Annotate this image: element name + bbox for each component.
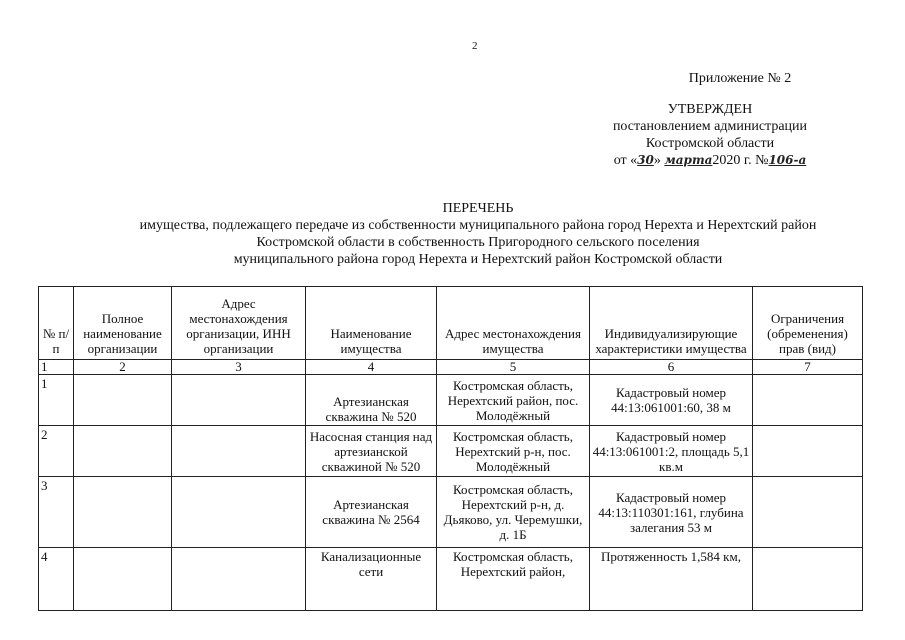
org-cell	[74, 375, 172, 426]
property-name-cell: Артезианская скважина № 520	[306, 375, 437, 426]
document-title: ПЕРЕЧЕНЬ	[442, 201, 514, 216]
document-heading	[60, 200, 896, 268]
property-name-cell: Насосная станция над артезианской скважиной № 520	[306, 426, 437, 477]
approved-label: УТВЕРЖДЕН	[667, 102, 753, 117]
header-cell: Адрес местонахождения имущества	[437, 287, 590, 360]
org-address-cell	[172, 426, 306, 477]
handwritten-day: 30	[637, 153, 654, 167]
column-number: 5	[437, 360, 590, 375]
column-number: 1	[39, 360, 74, 375]
property-address-cell: Костромская область, Нерехтский р-н, д. Дьяково, ул. Черемушки, д. 1Б	[437, 477, 590, 548]
org-cell	[74, 548, 172, 611]
column-number: 3	[172, 360, 306, 375]
org-address-cell	[172, 548, 306, 611]
column-number: 2	[74, 360, 172, 375]
header-cell: Индивидуализирующие характеристики имущества	[590, 287, 753, 360]
row-number: 4	[39, 548, 74, 611]
column-number-row	[39, 360, 863, 375]
property-address-cell: Костромская область, Нерехтский район, пос. Молодёжный	[437, 375, 590, 426]
restrictions-cell	[753, 477, 863, 548]
column-number: 7	[753, 360, 863, 375]
characteristics-cell: Кадастровый номер 44:13:110301:161, глубина залегания 53 м	[590, 477, 753, 548]
table-row	[39, 375, 863, 426]
approval-date-line	[560, 152, 860, 169]
handwritten-month: марта	[664, 153, 713, 167]
property-address-cell: Костромская область, Нерехтский район,	[437, 548, 590, 611]
page-number: 2	[472, 40, 478, 52]
handwritten-number: 106-а	[768, 153, 807, 167]
approval-block	[560, 70, 860, 169]
row-number: 3	[39, 477, 74, 548]
property-name-cell: Артезианская скважина № 2564	[306, 477, 437, 548]
header-cell: Адрес местонахождения организации, ИНН организации	[172, 287, 306, 360]
column-number: 6	[590, 360, 753, 375]
org-address-cell	[172, 375, 306, 426]
table-row	[39, 477, 863, 548]
table-header-row	[39, 287, 863, 360]
approved-region: Костромской области	[645, 136, 775, 151]
heading-line-2: Костромской области в собственность Пригородного сельского поселения	[256, 235, 700, 250]
table-row	[39, 426, 863, 477]
property-table	[38, 286, 863, 611]
header-cell: № п/п	[39, 287, 74, 360]
header-cell: Полное наименование организации	[74, 287, 172, 360]
column-number: 4	[306, 360, 437, 375]
date-year: 2020 г. №	[712, 153, 769, 168]
property-address-cell: Костромская область, Нерехтский р-н, пос. Молодёжный	[437, 426, 590, 477]
row-number: 2	[39, 426, 74, 477]
characteristics-cell: Кадастровый номер 44:13:061001:60, 38 м	[590, 375, 753, 426]
org-address-cell	[172, 477, 306, 548]
approved-by-line: постановлением администрации	[612, 119, 808, 134]
date-prefix: от «	[613, 153, 638, 168]
characteristics-cell: Кадастровый номер 44:13:061001:2, площадь 5,1 кв.м	[590, 426, 753, 477]
table-row	[39, 548, 863, 611]
row-number: 1	[39, 375, 74, 426]
heading-line-1: имущества, подлежащего передаче из собственности муниципального района город Нерехта и Нерехтский район	[139, 218, 817, 233]
restrictions-cell	[753, 548, 863, 611]
date-mid: »	[653, 153, 661, 168]
annex-label: Приложение № 2	[688, 71, 792, 86]
header-cell: Ограничения (обременения) прав (вид)	[753, 287, 863, 360]
heading-line-3: муниципального района город Нерехта и Нерехтский район Костромской области	[233, 252, 723, 267]
restrictions-cell	[753, 426, 863, 477]
property-name-cell: Канализационные сети	[306, 548, 437, 611]
org-cell	[74, 426, 172, 477]
org-cell	[74, 477, 172, 548]
characteristics-cell: Протяженность 1,584 км,	[590, 548, 753, 611]
restrictions-cell	[753, 375, 863, 426]
header-cell: Наименование имущества	[306, 287, 437, 360]
